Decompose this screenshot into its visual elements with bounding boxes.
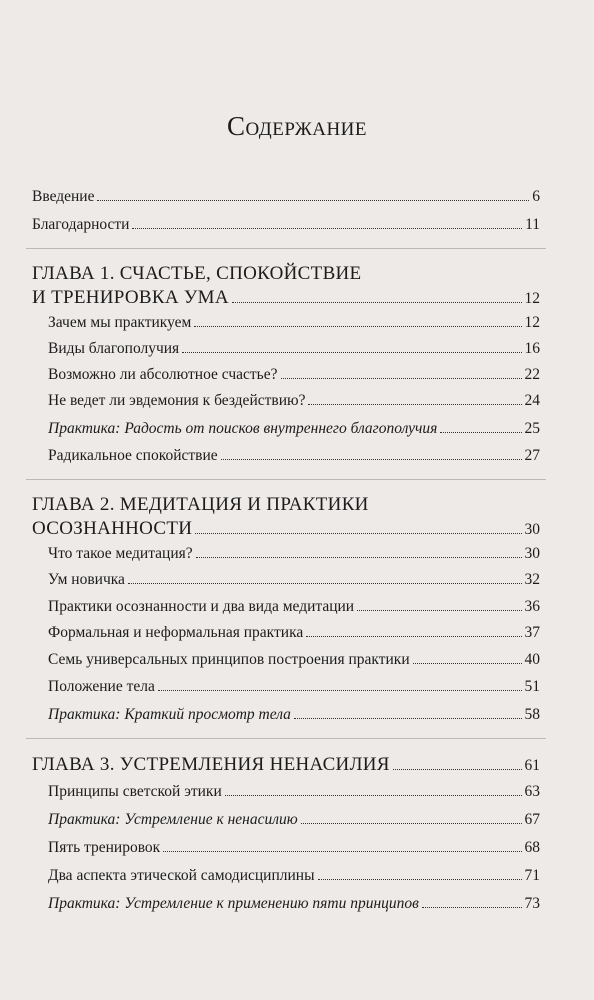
toc-entry-label: Что такое медитация? <box>48 545 193 562</box>
toc-page-number: 12 <box>524 290 540 307</box>
toc-entry-label: Не ведет ли эвдемония к бездействию? <box>48 392 306 409</box>
chapter-3-title: ГЛАВА 3. УСТРЕМЛЕНИЯ НЕНАСИЛИЯ <box>32 754 390 775</box>
leader-dots <box>301 823 522 824</box>
toc-entry-practice[interactable] <box>48 705 540 725</box>
toc-page-number: 67 <box>524 811 540 828</box>
toc-entry-label: Виды благополучия <box>48 340 180 357</box>
toc-entry-label: Практика: Устремление к ненасилию <box>48 811 298 828</box>
leader-dots <box>232 302 522 303</box>
section-divider <box>26 738 546 739</box>
toc-page-number: 30 <box>524 521 540 538</box>
chapter-3-heading[interactable] <box>32 753 540 778</box>
toc-page-number: 6 <box>532 188 540 205</box>
toc-page-number: 58 <box>524 706 540 723</box>
toc-entry[interactable] <box>48 782 540 802</box>
toc-page-number: 40 <box>524 651 540 668</box>
chapter-2-title-line1: ГЛАВА 2. МЕДИТАЦИЯ И ПРАКТИКИ <box>32 494 369 515</box>
toc-entry-label: Возможно ли абсолютное счастье? <box>48 366 278 383</box>
toc-entry[interactable] <box>48 570 540 590</box>
toc-entry-label: Практика: Краткий просмотр тела <box>48 706 291 723</box>
section-divider <box>26 479 546 480</box>
toc-entry-label: Практики осознанности и два вида медитации <box>48 598 355 615</box>
leader-dots <box>393 769 522 770</box>
toc-page-number: 24 <box>524 392 540 409</box>
toc-entry[interactable] <box>48 650 540 670</box>
toc-entry-practice[interactable] <box>48 810 540 830</box>
toc-entry-label: Пять тренировок <box>48 839 161 856</box>
leader-dots <box>318 879 522 880</box>
toc-entry-practice[interactable] <box>48 419 540 439</box>
leader-dots <box>413 663 522 664</box>
toc-entry-label: Семь универсальных принципов построения практики <box>48 651 410 668</box>
leader-dots <box>281 378 522 379</box>
toc-page-number: 37 <box>524 624 540 641</box>
leader-dots <box>158 690 522 691</box>
leader-dots <box>163 851 521 852</box>
toc-page-number: 68 <box>524 839 540 856</box>
leader-dots <box>306 636 521 637</box>
chapter-1-heading[interactable] <box>32 286 540 311</box>
toc-entry-label: Положение тела <box>48 678 155 695</box>
section-divider <box>26 248 546 249</box>
leader-dots <box>194 326 521 327</box>
toc-page-number: 71 <box>524 867 540 884</box>
toc-page-number: 11 <box>525 216 540 233</box>
toc-entry-label: Введение <box>32 188 95 205</box>
toc-entry-label: Ум новичка <box>48 571 125 588</box>
toc-page-number: 27 <box>524 447 540 464</box>
toc-page-number: 30 <box>524 545 540 562</box>
toc-page-number: 36 <box>524 598 540 615</box>
leader-dots <box>308 404 521 405</box>
chapter-1-title-line2: И ТРЕНИРОВКА УМА <box>32 287 229 308</box>
chapter-1-title-line1: ГЛАВА 1. СЧАСТЬЕ, СПОКОЙСТВИЕ <box>32 263 362 284</box>
leader-dots <box>422 907 522 908</box>
toc-page-number: 63 <box>524 783 540 800</box>
toc-entry[interactable] <box>48 391 540 411</box>
leader-dots <box>132 228 522 229</box>
toc-page-number: 25 <box>524 420 540 437</box>
toc-entry-introduction[interactable] <box>32 187 540 207</box>
toc-entry[interactable] <box>48 866 540 886</box>
toc-page-number: 73 <box>524 895 540 912</box>
toc-entry-acknowledgements[interactable] <box>32 215 540 235</box>
toc-entry-label: Радикальное спокойствие <box>48 447 218 464</box>
toc-entry[interactable] <box>48 544 540 564</box>
chapter-2-heading[interactable] <box>32 517 540 542</box>
toc-page-number: 12 <box>524 314 540 331</box>
leader-dots <box>357 610 521 611</box>
toc-entry[interactable] <box>48 838 540 858</box>
toc-entry[interactable] <box>48 677 540 697</box>
toc-entry[interactable] <box>48 446 540 466</box>
toc-entry[interactable] <box>48 623 540 643</box>
toc-entry-practice[interactable] <box>48 894 540 914</box>
leader-dots <box>128 583 522 584</box>
toc-entry[interactable] <box>48 339 540 359</box>
chapter-2-title-line2: ОСОЗНАННОСТИ <box>32 518 193 539</box>
leader-dots <box>440 432 521 433</box>
toc-entry[interactable] <box>48 313 540 333</box>
toc-page-number: 61 <box>524 757 540 774</box>
leader-dots <box>294 718 522 719</box>
leader-dots <box>225 795 522 796</box>
toc-entry-label: Практика: Радость от поисков внутреннего благополучия <box>48 420 438 437</box>
leader-dots <box>196 557 522 558</box>
toc-page-number: 32 <box>524 571 540 588</box>
leader-dots <box>221 459 522 460</box>
toc-entry-label: Благодарности <box>32 216 130 233</box>
toc-page-number: 16 <box>524 340 540 357</box>
toc-entry[interactable] <box>48 365 540 385</box>
toc-entry-label: Зачем мы практикуем <box>48 314 192 331</box>
toc-entry-label: Формальная и неформальная практика <box>48 624 304 641</box>
toc-entry-label: Практика: Устремление к применению пяти принципов <box>48 895 419 912</box>
toc-page-number: 22 <box>524 366 540 383</box>
toc-entry-label: Принципы светской этики <box>48 783 222 800</box>
leader-dots <box>97 200 529 201</box>
toc-entry[interactable] <box>48 597 540 617</box>
leader-dots <box>182 352 521 353</box>
page-title: Содержание <box>226 111 368 141</box>
leader-dots <box>195 533 521 534</box>
toc-entry-label: Два аспекта этической самодисциплины <box>48 867 315 884</box>
toc-page-number: 51 <box>524 678 540 695</box>
